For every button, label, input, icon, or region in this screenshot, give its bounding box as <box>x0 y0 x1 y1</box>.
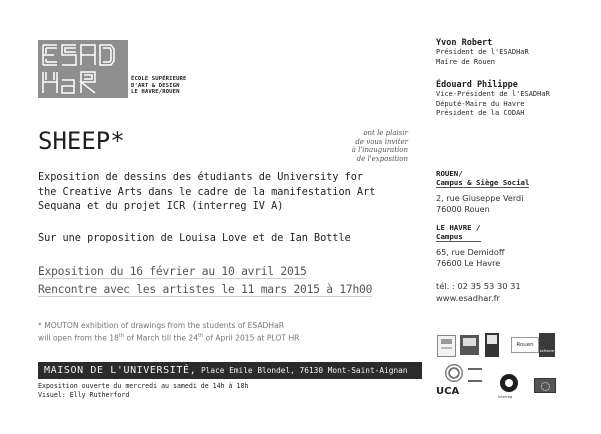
notice-text: of April 2015 at PLOT HR <box>203 333 300 343</box>
exhibition-description <box>38 171 428 215</box>
official-role: Député-Maire du Havre <box>436 99 525 108</box>
contact-block <box>436 280 521 304</box>
partner-logo-rouen: Rouen <box>511 337 539 353</box>
notice-text: of March till the 24 <box>124 333 199 343</box>
official-philippe <box>436 80 550 119</box>
campus-rouen <box>436 169 529 214</box>
logo-tag-line-2: D'ART & DESIGN <box>131 82 180 89</box>
partner-logo-circle <box>445 364 463 382</box>
partner-logo-region <box>460 335 479 355</box>
partner-logo-stripes <box>468 368 482 382</box>
campus-city: ROUEN/ <box>436 169 463 178</box>
exhibition-title: SHEEP* <box>38 127 125 155</box>
campus-type: Campus <box>436 232 463 241</box>
venue-bar <box>38 362 422 379</box>
official-role: Président de la CODAH <box>436 109 525 117</box>
english-notice-line-2 <box>38 331 438 344</box>
english-notice-line-1: * MOUTON exhibition of drawings from the students of ESADHaR <box>38 321 285 330</box>
campus-address: 76600 Le Havre <box>436 257 501 268</box>
artist-meeting: Rencontre avec les artistes le 11 mars 2015 à 17h00 <box>38 283 373 296</box>
campus-heading <box>436 223 481 242</box>
venue-name: MAISON DE L'UNIVERSITÉ, <box>44 365 197 376</box>
description-line: the Creative Arts dans le cadre de la manifestation Art <box>38 186 376 198</box>
official-role: Président de l'ESADHaR <box>436 48 529 56</box>
english-notice <box>38 321 438 344</box>
partner-logo-uca: UCA <box>436 386 460 397</box>
notice-text: will open from the 18 <box>38 333 119 343</box>
official-role: Vice-Président de l'ESADHaR <box>436 90 550 98</box>
logo-tag-line-1: ÉCOLE SUPÉRIEURE <box>131 76 187 82</box>
description-line: Sequana et du projet ICR (interreg IV A) <box>38 201 284 213</box>
official-role: Maire de Rouen <box>436 57 496 66</box>
campus-address: 76000 Rouen <box>436 203 490 214</box>
website-link[interactable]: www.esadhar.fr <box>436 293 500 303</box>
campus-address: 2, rue Giuseppe Verdi <box>436 193 524 203</box>
campus-lehavre <box>436 223 504 268</box>
invite-line: ont le plaisir <box>363 129 408 137</box>
partner-logo-eu-flag <box>534 378 556 393</box>
esadhar-logo <box>38 40 128 98</box>
invite-line: de l'exposition <box>356 154 408 163</box>
logo-tag-line-3: LE HAVRE/ROUEN <box>131 89 180 96</box>
invitation-text <box>348 129 408 163</box>
invite-line: de vous inviter <box>355 137 408 146</box>
campus-type: Campus & Siège Social <box>436 178 530 187</box>
description-line: Exposition de dessins des étudiants de University for <box>38 172 364 183</box>
partner-logo-interreg: Interreg <box>498 395 513 399</box>
campus-address: 65, rue Demidoff <box>436 247 505 257</box>
partner-logo-round-dark <box>500 374 518 392</box>
official-name: Édouard Philippe <box>436 80 518 90</box>
invite-line: à l'inauguration <box>351 146 408 155</box>
notice-sup: th <box>198 333 204 340</box>
exhibition-dates: Exposition du 16 février au 10 avril 2015 <box>38 265 307 278</box>
partner-logo-republique <box>437 335 456 357</box>
proposal-credit: Sur une proposition de Louisa Love et de Ian Bottle <box>38 233 351 244</box>
phone-number: tél. : 02 35 53 30 31 <box>436 281 521 291</box>
logo-tagline <box>131 76 186 96</box>
campus-city: LE HAVRE / <box>436 223 481 232</box>
official-robert <box>436 38 529 67</box>
official-name: Yvon Robert <box>436 38 493 48</box>
venue-address: Place Emile Blondel, 76130 Mont-Saint-Aignan <box>200 366 408 375</box>
partner-logo-lehavre: LeHavre <box>539 333 555 357</box>
opening-hours: Exposition ouverte du mercredi au samedi de 14h à 18h <box>38 382 249 390</box>
notice-sup: th <box>118 333 125 340</box>
partner-logo-normandie <box>485 333 499 357</box>
visual-credit: Visuel: Elly Rutherford <box>38 391 130 399</box>
campus-heading <box>436 169 529 188</box>
